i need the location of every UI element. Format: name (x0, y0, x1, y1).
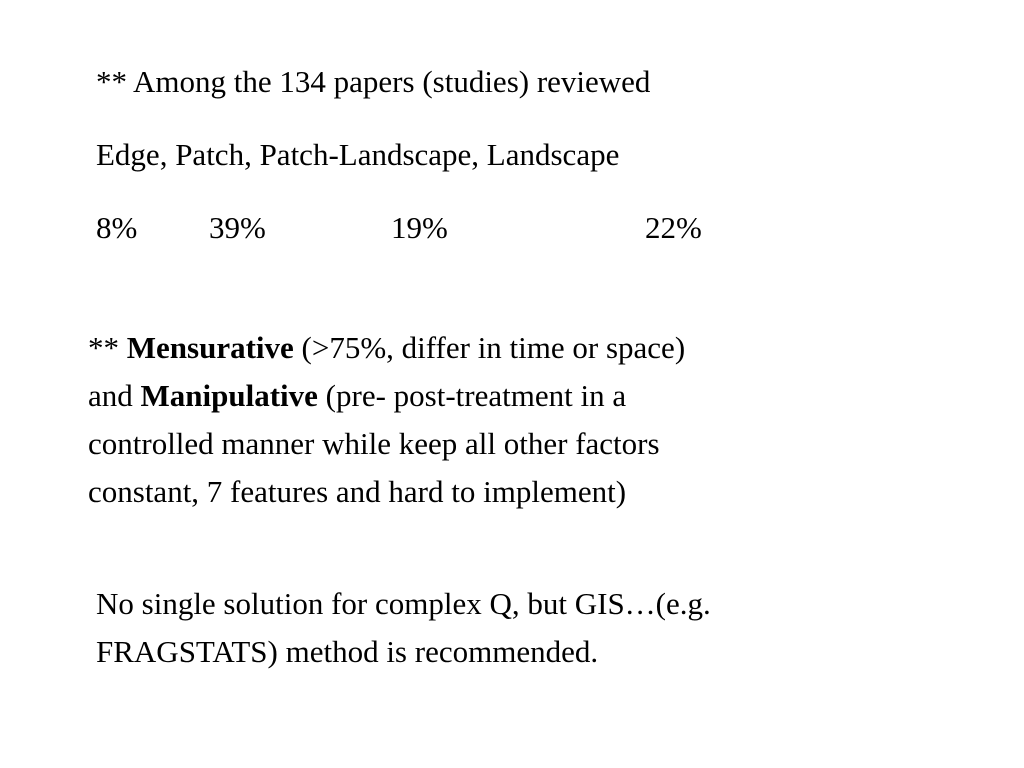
pct-edge: 8% (96, 210, 138, 245)
manipulative-term: Manipulative (140, 378, 318, 413)
no-single-solution-line: No single solution for complex Q, but GIS…(e.g. (96, 586, 711, 621)
controlled-manner-line: controlled manner while keep all other factors (88, 426, 660, 461)
pct-landscape: 22% (645, 210, 702, 245)
manipulative-line (88, 372, 626, 420)
constant-features-line: constant, 7 features and hard to implement) (88, 474, 627, 509)
manipulative-desc: (pre- post-treatment in a (317, 378, 627, 413)
fragstats-line: FRAGSTATS) method is recommended. (96, 634, 599, 669)
mensurative-prefix: ** (88, 330, 127, 365)
papers-reviewed-line: ** Among the 134 papers (studies) reviewed (96, 64, 651, 99)
scale-categories-line: Edge, Patch, Patch-Landscape, Landscape (96, 137, 620, 172)
mensurative-line (88, 324, 685, 372)
pct-patch: 39% (209, 210, 266, 245)
mensurative-desc: (>75%, differ in time or space) (293, 330, 686, 365)
manipulative-prefix: and (88, 378, 141, 413)
pct-patch-landscape: 19% (391, 210, 448, 245)
mensurative-term: Mensurative (126, 330, 294, 365)
